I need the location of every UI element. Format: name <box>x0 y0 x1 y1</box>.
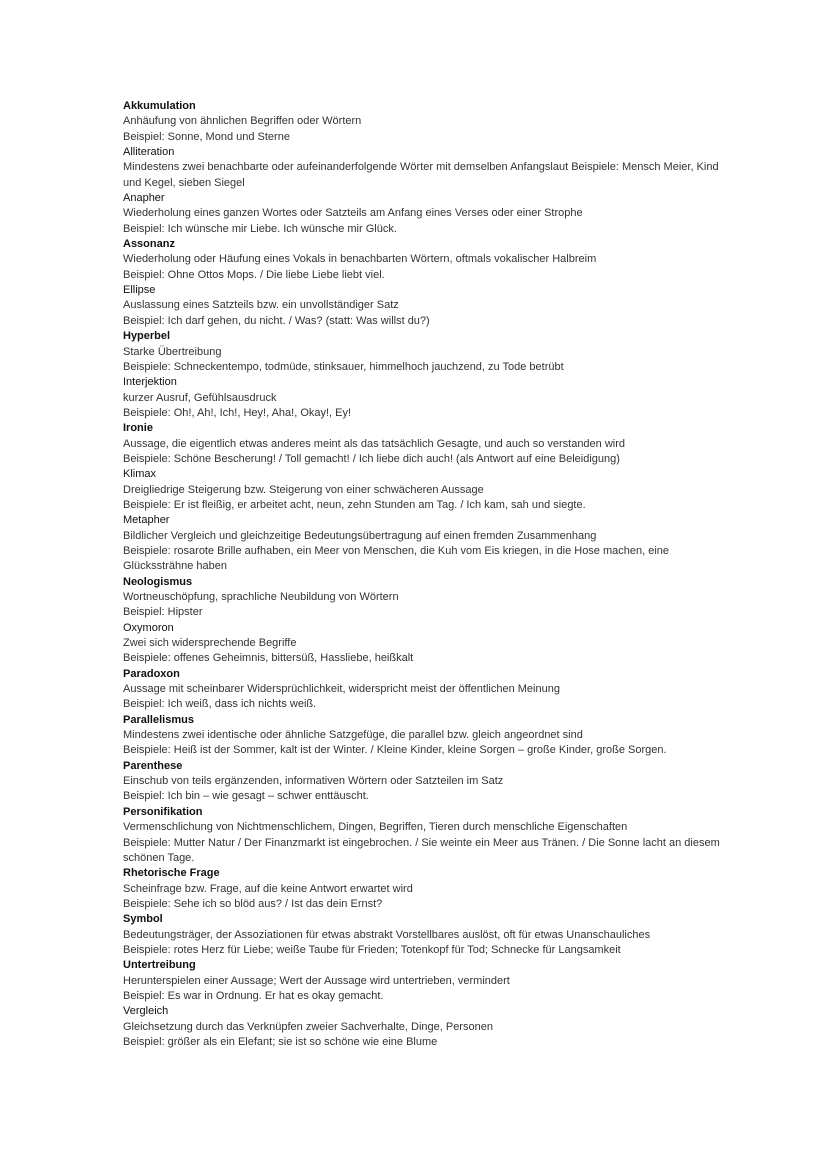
glossary-list <box>123 99 728 1050</box>
glossary-term: Vergleich <box>123 1005 169 1018</box>
glossary-definition: Anhäufung von ähnlichen Begriffen oder Wörtern <box>123 115 362 128</box>
glossary-entry <box>123 329 728 375</box>
glossary-term: Anapher <box>123 192 165 205</box>
glossary-entry <box>123 575 728 621</box>
glossary-definition: Mindestens zwei identische oder ähnliche Satzgefüge, die parallel bzw. gleich angeordnet sind <box>123 729 583 742</box>
glossary-example: Beispiel: Hipster <box>123 606 203 619</box>
glossary-entry <box>123 621 728 667</box>
glossary-definition: Bildlicher Vergleich und gleichzeitige Bedeutungsübertragung auf einen fremden Zusammenhang <box>123 529 597 542</box>
glossary-example: Beispiel: Ich bin – wie gesagt – schwer enttäuscht. <box>123 790 369 803</box>
glossary-entry <box>123 958 728 1004</box>
glossary-definition: Aussage mit scheinbarer Widersprüchlichkeit, widerspricht meist der öffentlichen Meinung <box>123 683 560 696</box>
glossary-term: Hyperbel <box>123 330 171 343</box>
glossary-definition: Wiederholung oder Häufung eines Vokals in benachbarten Wörtern, oftmals vokalischer Halbreim <box>123 253 597 266</box>
glossary-example: Beispiele: Sehe ich so blöd aus? / Ist das dein Ernst? <box>123 897 383 910</box>
glossary-definition: Vermenschlichung von Nichtmenschlichem, Dingen, Begriffen, Tieren durch menschliche Eigenschaften <box>123 821 628 834</box>
glossary-entry <box>123 283 728 329</box>
glossary-term: Assonanz <box>123 238 175 251</box>
glossary-definition: Scheinfrage bzw. Frage, auf die keine Antwort erwartet wird <box>123 882 413 895</box>
glossary-definition: Gleichsetzung durch das Verknüpfen zweier Sachverhalte, Dinge, Personen <box>123 1020 493 1033</box>
glossary-term: Paradoxon <box>123 667 180 680</box>
glossary-term: Klimax <box>123 468 157 481</box>
glossary-example: Beispiele: Mutter Natur / Der Finanzmarkt ist eingebrochen. / Sie weinte ein Meer aus Tränen. / Die Sonne lacht an diesem schönen Tage. <box>123 836 720 864</box>
glossary-entry <box>123 467 728 513</box>
glossary-entry <box>123 99 728 145</box>
glossary-example: Beispiel: Ich weiß, dass ich nichts weiß. <box>123 698 317 711</box>
glossary-entry <box>123 421 728 467</box>
glossary-term: Metapher <box>123 514 170 527</box>
glossary-term: Oxymoron <box>123 621 174 634</box>
glossary-entry <box>123 375 728 421</box>
glossary-entry <box>123 191 728 237</box>
glossary-term: Alliteration <box>123 146 175 159</box>
glossary-example: Beispiel: Ohne Ottos Mops. / Die liebe Liebe liebt viel. <box>123 268 385 281</box>
glossary-example: Beispiel: Ich darf gehen, du nicht. / Was? (statt: Was willst du?) <box>123 314 430 327</box>
glossary-entry <box>123 713 728 759</box>
glossary-entry <box>123 145 728 191</box>
glossary-definition: Zwei sich widersprechende Begriffe <box>123 637 297 650</box>
glossary-entry <box>123 759 728 805</box>
glossary-entry <box>123 513 728 574</box>
glossary-definition: Wiederholung eines ganzen Wortes oder Satzteils am Anfang eines Verses oder einer Strophe <box>123 207 583 220</box>
glossary-example: Beispiele: Oh!, Ah!, Ich!, Hey!, Aha!, Okay!, Ey! <box>123 406 352 419</box>
glossary-definition: Dreigliedrige Steigerung bzw. Steigerung von einer schwächeren Aussage <box>123 483 484 496</box>
glossary-definition: Starke Übertreibung <box>123 345 222 358</box>
glossary-example: Beispiele: Heiß ist der Sommer, kalt ist der Winter. / Kleine Kinder, kleine Sorgen – große Kinder, große Sorgen. <box>123 744 667 757</box>
glossary-definition: kurzer Ausruf, Gefühlsausdruck <box>123 391 277 404</box>
glossary-example: Beispiel: Es war in Ordnung. Er hat es okay gemacht. <box>123 989 384 1002</box>
glossary-term: Untertreibung <box>123 959 196 972</box>
glossary-term: Personifikation <box>123 805 203 818</box>
glossary-definition: Einschub von teils ergänzenden, informativen Wörtern oder Satzteilen im Satz <box>123 775 504 788</box>
glossary-term: Neologismus <box>123 575 193 588</box>
glossary-definition: Bedeutungsträger, der Assoziationen für etwas abstrakt Vorstellbares auslöst, oft für etwas Unanschauliches <box>123 928 651 941</box>
glossary-definition: Aussage, die eigentlich etwas anderes meint als das tatsächlich Gesagte, und auch so verstanden wird <box>123 437 626 450</box>
glossary-example: Beispiel: Ich wünsche mir Liebe. Ich wünsche mir Glück. <box>123 222 397 235</box>
glossary-entry <box>123 237 728 283</box>
glossary-definition: Wortneuschöpfung, sprachliche Neubildung von Wörtern <box>123 591 399 603</box>
glossary-term: Interjektion <box>123 376 177 389</box>
glossary-example: Beispiele: rotes Herz für Liebe; weiße Taube für Frieden; Totenkopf für Tod; Schnecke für Langsamkeit <box>123 943 621 956</box>
glossary-example: Beispiele: Schöne Bescherung! / Toll gemacht! / Ich liebe dich auch! (als Antwort auf eine Beleidigung) <box>123 452 620 465</box>
glossary-entry <box>123 805 728 866</box>
glossary-definition: Mindestens zwei benachbarte oder aufeinanderfolgende Wörter mit demselben Anfangslaut Beispiele: Mensch Meier, Kind und Kegel, sieben Siegel <box>123 161 719 189</box>
glossary-entry <box>123 1004 728 1050</box>
glossary-example: Beispiel: Sonne, Mond und Sterne <box>123 130 290 143</box>
glossary-term: Rhetorische Frage <box>123 867 220 880</box>
glossary-example: Beispiele: offenes Geheimnis, bittersüß, Hassliebe, heißkalt <box>123 652 414 665</box>
glossary-entry <box>123 866 728 912</box>
glossary-term: Akkumulation <box>123 100 196 112</box>
glossary-entry <box>123 912 728 958</box>
glossary-term: Parallelismus <box>123 713 194 726</box>
glossary-example: Beispiel: größer als ein Elefant; sie ist so schöne wie eine Blume <box>123 1035 438 1048</box>
glossary-example: Beispiele: rosarote Brille aufhaben, ein Meer von Menschen, die Kuh vom Eis kriegen, in die Hose machen, eine Glückssträhne haben <box>123 544 670 573</box>
glossary-term: Parenthese <box>123 759 183 772</box>
glossary-definition: Auslassung eines Satzteils bzw. ein unvollständiger Satz <box>123 299 399 312</box>
glossary-entry <box>123 667 728 713</box>
glossary-example: Beispiele: Schneckentempo, todmüde, stinksauer, himmelhoch jauchzend, zu Tode betrübt <box>123 360 564 373</box>
glossary-term: Symbol <box>123 913 163 926</box>
glossary-example: Beispiele: Er ist fleißig, er arbeitet acht, neun, zehn Stunden am Tag. / Ich kam, sah und siegte. <box>123 498 586 511</box>
glossary-term: Ironie <box>123 422 153 435</box>
glossary-term: Ellipse <box>123 284 156 297</box>
glossary-definition: Herunterspielen einer Aussage; Wert der Aussage wird untertrieben, vermindert <box>123 974 510 987</box>
